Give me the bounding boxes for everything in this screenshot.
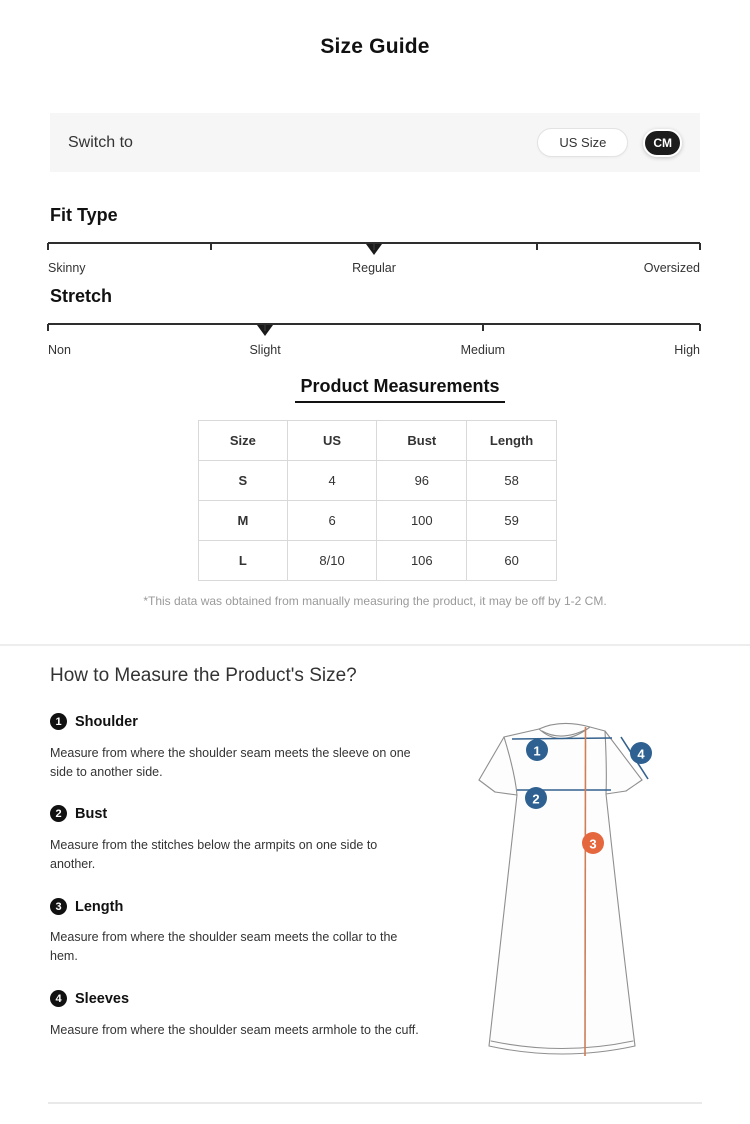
cell-size: S: [199, 461, 288, 501]
slider-label: Non: [48, 343, 71, 357]
product-measurements-title: Product Measurements: [295, 376, 504, 403]
stretch-heading: Stretch: [50, 286, 113, 306]
diagram-badge-2: [525, 787, 547, 809]
measurements-table: [198, 420, 557, 581]
col-header-us: US: [287, 421, 377, 461]
measurement-disclaimer: *This data was obtained from manually measuring the product, it may be off by 1-2 CM.: [143, 594, 607, 608]
step-2-title: Bust: [75, 805, 108, 822]
bottom-divider: [48, 1102, 702, 1104]
section-divider: [0, 644, 750, 646]
shoulder-measure-line: [512, 738, 612, 739]
product-measurements-title-wrap: [50, 376, 750, 403]
dress-silhouette: [479, 723, 642, 1054]
step-3-badge: 3: [50, 898, 67, 915]
cell-size: L: [199, 541, 288, 581]
how-to-measure-heading: How to Measure the Product's Size?: [50, 665, 357, 686]
slider-tick: [210, 243, 212, 250]
svg-text:3: 3: [589, 836, 597, 852]
slider-label: Oversized: [643, 261, 700, 275]
col-header-size: Size: [199, 421, 288, 461]
cell-bust: 100: [377, 501, 467, 541]
table-row: [199, 541, 557, 581]
slider-label: Slight: [249, 343, 281, 357]
page-title: Size Guide: [320, 35, 430, 58]
slider-tick: [482, 324, 484, 331]
slider-tick: [264, 324, 266, 331]
step-4-badge: 4: [50, 990, 67, 1007]
col-header-length: Length: [467, 421, 557, 461]
step-3-title: Length: [75, 898, 124, 915]
measure-step-length: [50, 898, 123, 915]
slider-label: Medium: [460, 343, 506, 357]
cell-us: 6: [287, 501, 377, 541]
cell-us: 8/10: [287, 541, 377, 581]
measure-step-bust: [50, 805, 107, 822]
fit-type-labels: [48, 261, 700, 277]
slider-tick: [699, 243, 701, 250]
step-3-description: Measure from where the shoulder seam meets the collar to the hem.: [50, 930, 398, 964]
length-measure-line: [585, 727, 586, 1056]
stretch-track: [48, 323, 700, 325]
step-2-badge: 2: [50, 805, 67, 822]
diagram-badge-4: [630, 742, 652, 764]
stretch-labels: [48, 343, 700, 359]
fit-type-heading: Fit Type: [50, 205, 118, 225]
table-header-row: [199, 421, 557, 461]
slider-label: High: [674, 343, 700, 357]
stretch-scale: [48, 319, 700, 337]
step-1-description: Measure from where the shoulder seam meets the sleeve on one side to another side.: [50, 746, 411, 780]
slider-label: Skinny: [48, 261, 86, 275]
cm-unit-toggle-button[interactable]: CM: [643, 129, 682, 157]
dress-diagram: [455, 690, 735, 1090]
step-4-title: Sleeves: [75, 990, 130, 1007]
cell-length: 60: [467, 541, 557, 581]
measure-step-shoulder: [50, 713, 138, 730]
measure-step-sleeves: [50, 990, 129, 1007]
table-row: [199, 461, 557, 501]
switch-to-label: Switch to: [68, 133, 133, 151]
step-1-title: Shoulder: [75, 713, 138, 730]
cell-length: 59: [467, 501, 557, 541]
slider-tick: [699, 324, 701, 331]
diagram-badge-3: [582, 832, 604, 854]
slider-tick: [47, 324, 49, 331]
diagram-badge-1: [526, 739, 548, 761]
cell-size: M: [199, 501, 288, 541]
table-row: [199, 501, 557, 541]
slider-tick: [373, 243, 375, 250]
svg-text:4: 4: [637, 746, 645, 762]
cell-bust: 96: [377, 461, 467, 501]
cell-us: 4: [287, 461, 377, 501]
svg-text:2: 2: [532, 791, 540, 807]
step-2-description: Measure from the stitches below the armpits on one side to another.: [50, 838, 378, 872]
cell-length: 58: [467, 461, 557, 501]
us-size-button[interactable]: US Size: [537, 128, 628, 157]
fit-type-scale: [48, 238, 700, 256]
switch-actions: [537, 128, 682, 157]
slider-tick: [536, 243, 538, 250]
col-header-bust: Bust: [377, 421, 467, 461]
step-4-description: Measure from where the shoulder seam meets armhole to the cuff.: [50, 1023, 419, 1037]
cell-bust: 106: [377, 541, 467, 581]
switch-to-bar: [50, 113, 700, 172]
svg-text:1: 1: [533, 743, 541, 759]
step-1-badge: 1: [50, 713, 67, 730]
slider-label: Regular: [352, 261, 396, 275]
slider-tick: [47, 243, 49, 250]
